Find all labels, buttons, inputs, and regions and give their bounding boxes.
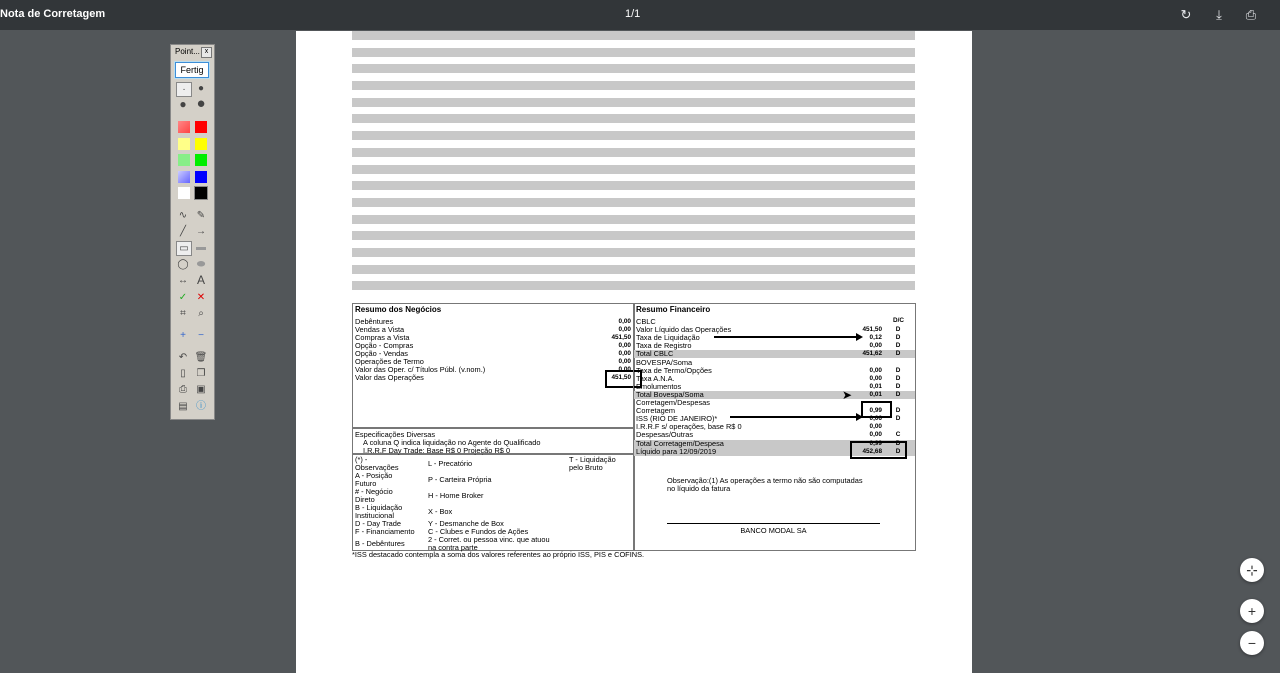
- annotation-box: [861, 401, 892, 418]
- resumo-financeiro-title: Resumo Financeiro: [636, 305, 711, 314]
- legend-bd: B - Debêntures: [355, 539, 405, 548]
- row-value: 451,50: [611, 334, 631, 341]
- negocio-row: [353, 374, 634, 382]
- row-label: Total Bovespa/Soma: [636, 389, 704, 399]
- row-value: 0,99: [869, 439, 882, 447]
- row-dc: D: [895, 390, 901, 398]
- row-label: Taxa de Registro: [636, 341, 692, 351]
- color-red[interactable]: [195, 121, 207, 133]
- row-value: 0,00: [618, 358, 631, 365]
- row-value: 0,06: [869, 415, 882, 423]
- zoom-plus-icon[interactable]: +: [180, 330, 186, 341]
- save-icon[interactable]: ▣: [196, 384, 206, 395]
- footnote: *ISS destacado contempla a soma dos valores referentes ao próprio ISS, PIS e COFINS.: [352, 550, 645, 559]
- observacao-text: Observação:(1) As operações a termo não são computadas no líquido da fatura: [667, 476, 863, 493]
- zoom-out-button[interactable]: −: [1240, 631, 1264, 655]
- row-value: 0,00: [618, 318, 631, 325]
- dot-large-icon[interactable]: ●: [179, 97, 187, 111]
- legend-y: Y - Desmanche de Box: [428, 519, 504, 528]
- legend-x: X - Box: [428, 507, 453, 516]
- eraser-icon[interactable]: ✎: [196, 210, 206, 221]
- dot-medium-icon[interactable]: ●: [197, 83, 205, 94]
- color-light-red[interactable]: [178, 121, 190, 133]
- legend-l: L - Precatório: [428, 459, 473, 468]
- color-light-yellow[interactable]: [178, 138, 190, 150]
- info-icon[interactable]: ⓘ: [196, 401, 206, 412]
- color-yellow[interactable]: [195, 138, 207, 150]
- legend-neg: # - Negócio Direto: [355, 487, 393, 504]
- row-dc: D: [895, 407, 901, 415]
- zoom-in-button[interactable]: +: [1240, 599, 1264, 623]
- row-value: 451,50: [611, 374, 631, 381]
- row-dc: D: [895, 374, 901, 382]
- row-label: Compras a Vista: [355, 333, 410, 342]
- dot-small-icon[interactable]: ·: [176, 82, 192, 97]
- annotation-box: [850, 441, 907, 459]
- row-dc: C: [895, 431, 901, 439]
- annotation-palette: [170, 44, 215, 420]
- row-dc: D: [895, 350, 901, 358]
- row-label: Corretagem/Despesas: [636, 398, 710, 407]
- freehand-icon[interactable]: ∿: [178, 210, 188, 221]
- arrow-icon[interactable]: →: [196, 226, 206, 237]
- legend-d: D - Day Trade: [355, 519, 401, 528]
- signature-line: [667, 523, 880, 524]
- color-white[interactable]: [178, 187, 190, 199]
- line-icon[interactable]: ╱: [179, 226, 187, 237]
- print-icon[interactable]: ⎙: [1245, 7, 1257, 22]
- row-value: 0,00: [618, 350, 631, 357]
- document-title: Nota de Corretagem: [0, 8, 106, 20]
- especificacoes-line: A coluna Q indica liquidação no Agente do Qualificado: [363, 438, 541, 447]
- legend-b: B - Liquidação Institucional: [355, 503, 403, 520]
- color-black[interactable]: [195, 187, 207, 199]
- redacted-row: [352, 148, 915, 157]
- row-value: 0,12: [869, 334, 882, 342]
- row-value: 0,99: [869, 407, 882, 415]
- row-value: 451,50: [862, 326, 882, 334]
- especificacoes-box: [352, 427, 635, 455]
- row-label: Total Corretagem/Despesa: [636, 438, 724, 448]
- row-value: 0,00: [869, 374, 882, 382]
- trash-icon[interactable]: 🗑: [194, 352, 208, 363]
- row-label: Vendas a Vista: [355, 325, 405, 334]
- redacted-row: [352, 98, 915, 107]
- undo-icon[interactable]: ↶: [178, 352, 188, 363]
- row-value: 0,00: [869, 366, 882, 374]
- especificacoes-line: I.R.R.F Day Trade: Base R$ 0 Projeção R$ 0: [363, 446, 511, 455]
- row-label: Corretagem: [636, 406, 676, 416]
- row-dc: D: [895, 342, 901, 350]
- legend-p: P - Carteira Própria: [428, 475, 492, 484]
- row-value: 451,62: [862, 350, 882, 358]
- row-value: 0,01: [869, 390, 882, 398]
- copy-icon[interactable]: ❐: [196, 368, 206, 379]
- row-label: Emolumentos: [636, 381, 682, 391]
- mouse-cursor: ➤: [842, 388, 853, 402]
- redacted-row: [352, 281, 915, 290]
- row-label: Debêntures: [355, 317, 394, 326]
- row-label: BOVESPA/Soma: [636, 357, 693, 367]
- annotation-arrow: [714, 336, 861, 338]
- legend-box: [352, 453, 635, 551]
- row-label: Total CBLC: [636, 349, 674, 359]
- row-dc: D: [895, 382, 901, 390]
- row-value: 0,00: [618, 326, 631, 333]
- filled-rectangle-icon[interactable]: ▬: [196, 242, 206, 253]
- row-label: Valor Líquido das Operações: [636, 325, 732, 335]
- redacted-row: [352, 48, 915, 57]
- redacted-row: [352, 231, 915, 240]
- row-label: Operações de Termo: [355, 357, 424, 366]
- palette-title: Point...: [175, 47, 200, 56]
- legend-f: F - Financiamento: [355, 527, 415, 536]
- legend-t: T - Liquidação pelo Bruto: [569, 455, 616, 472]
- dc-header: D/C: [893, 317, 905, 324]
- resumo-negocios-title: Resumo dos Negócios: [355, 305, 442, 314]
- redacted-row: [352, 114, 915, 123]
- redacted-row: [352, 248, 915, 257]
- redacted-row: [352, 31, 915, 40]
- row-label: Taxa de Termo/Opções: [636, 365, 712, 375]
- financeiro-row: [634, 342, 915, 350]
- redacted-row: [352, 181, 915, 190]
- row-dc: D: [895, 447, 901, 455]
- download-icon[interactable]: ⤓: [1216, 7, 1222, 22]
- row-value: 0,00: [869, 342, 882, 350]
- redacted-row: [352, 265, 915, 274]
- image-icon[interactable]: ▤: [178, 401, 188, 412]
- color-blue[interactable]: [195, 171, 207, 183]
- palette-close-button[interactable]: x: [201, 47, 212, 58]
- print-small-icon[interactable]: ⎙: [179, 384, 187, 395]
- row-label: Líquido para 12/09/2019: [636, 446, 717, 456]
- redacted-rows: [352, 31, 915, 298]
- row-label: Taxa A.N.A.: [636, 373, 675, 383]
- legend-obs: (*) - Observações: [355, 455, 399, 472]
- row-label: Opção - Compras: [355, 341, 414, 350]
- zoom-minus-icon[interactable]: −: [198, 330, 204, 341]
- ellipse-icon[interactable]: ◯: [177, 259, 189, 270]
- color-light-green[interactable]: [178, 154, 190, 166]
- magnifier-icon[interactable]: ⌕: [198, 308, 204, 319]
- row-label: Valor das Oper. c/ Títulos Públ. (v.nom.): [355, 365, 486, 374]
- signature-name: BANCO MODAL SA: [740, 526, 807, 535]
- row-label: Valor das Operações: [355, 373, 424, 382]
- row-value: 0,00: [869, 431, 882, 439]
- legend-h: H - Home Broker: [428, 491, 484, 500]
- filled-ellipse-icon[interactable]: ⬬: [196, 259, 206, 270]
- row-label: ISS (RIO DE JANEIRO)*: [636, 414, 718, 424]
- financeiro-row: [634, 367, 915, 375]
- row-label: I.R.R.F s/ operações, base R$ 0: [636, 422, 742, 432]
- especificacoes-title: Especificações Diversas: [355, 430, 436, 439]
- cross-icon[interactable]: ✕: [196, 292, 206, 303]
- row-label: Taxa de Liquidação: [636, 333, 700, 343]
- pdf-page: [296, 31, 972, 673]
- done-button[interactable]: Fertig: [175, 62, 209, 78]
- row-dc: D: [895, 415, 901, 423]
- legend-a: A - Posição Futuro: [355, 471, 393, 488]
- fit-page-button[interactable]: ⊹: [1240, 558, 1264, 582]
- row-dc: D: [895, 326, 901, 334]
- row-label: CBLC: [636, 317, 656, 326]
- legend-c: C - Clubes e Fundos de Ações: [428, 527, 529, 536]
- rotate-icon[interactable]: ↻: [1180, 7, 1192, 22]
- check-icon[interactable]: ✓: [178, 292, 188, 303]
- legend-two: 2 - Corret. ou pessoa vinc. que atuou na contra parte: [428, 535, 550, 552]
- row-value: 0,01: [869, 382, 882, 390]
- redacted-row: [352, 64, 915, 73]
- new-page-icon[interactable]: ▯: [180, 368, 186, 379]
- rectangle-icon[interactable]: ▭: [176, 241, 192, 256]
- redacted-row: [352, 165, 915, 174]
- color-light-blue[interactable]: [178, 171, 190, 183]
- row-value: 0,00: [618, 366, 631, 373]
- row-dc: D: [895, 366, 901, 374]
- resumo-financeiro-box: [633, 303, 916, 551]
- redacted-row: [352, 81, 915, 90]
- palette-header[interactable]: [171, 45, 214, 58]
- row-dc: D: [895, 334, 901, 342]
- row-label: Opção - Vendas: [355, 349, 409, 358]
- double-arrow-icon[interactable]: ↔: [178, 275, 188, 286]
- redacted-row: [352, 198, 915, 207]
- row-dc: D: [895, 439, 901, 447]
- annotation-arrow: [730, 416, 861, 418]
- page-indicator: 1/1: [625, 8, 641, 20]
- resumo-negocios-box: [352, 303, 635, 429]
- color-green[interactable]: [195, 154, 207, 166]
- row-value: 452,68: [862, 447, 882, 455]
- redacted-row: [352, 131, 915, 140]
- dot-xlarge-icon[interactable]: ●: [196, 95, 206, 112]
- viewer-toolbar: [0, 0, 1280, 30]
- redacted-row: [352, 215, 915, 224]
- crop-icon[interactable]: ⌗: [180, 308, 186, 319]
- row-value: 0,00: [869, 423, 882, 431]
- row-value: 0,00: [618, 342, 631, 349]
- row-label: Despesas/Outras: [636, 430, 694, 440]
- text-icon[interactable]: A: [196, 273, 205, 287]
